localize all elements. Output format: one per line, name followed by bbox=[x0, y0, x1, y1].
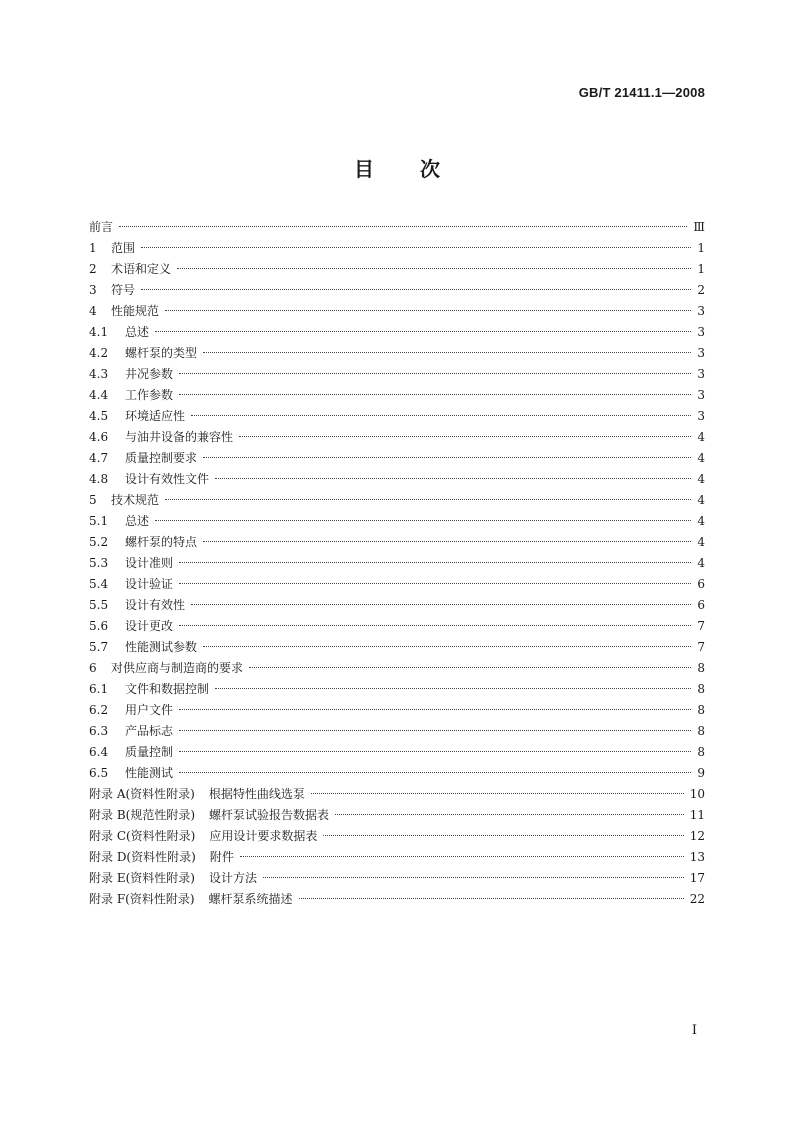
toc-entry-page: 1 bbox=[697, 241, 705, 255]
toc-entry-title: 质量控制 bbox=[125, 745, 174, 759]
toc-entry-title: 设计有效性 bbox=[125, 598, 186, 612]
toc-entry-title: 用户文件 bbox=[125, 703, 174, 717]
toc-entry-label bbox=[89, 700, 173, 721]
toc-entry-label bbox=[89, 385, 173, 406]
toc-entry-label bbox=[89, 868, 257, 889]
toc-dot-leader bbox=[179, 709, 691, 710]
toc-entry-label bbox=[89, 490, 159, 511]
toc-entry-title: 性能测试参数 bbox=[125, 640, 198, 654]
toc-entry[interactable] bbox=[89, 763, 705, 784]
toc-entry-number: 5.7 bbox=[89, 640, 109, 654]
toc-entry-number: 6.2 bbox=[89, 703, 109, 717]
toc-entry-label bbox=[89, 322, 149, 343]
toc-entry-label bbox=[89, 616, 173, 637]
toc-dot-leader bbox=[179, 625, 691, 626]
toc-entry[interactable] bbox=[89, 259, 705, 280]
toc-entry-page: 2 bbox=[697, 283, 705, 297]
toc-dot-leader bbox=[179, 772, 691, 773]
toc-entry-number: 5.3 bbox=[89, 556, 109, 570]
table-of-contents bbox=[89, 217, 705, 910]
toc-entry-label bbox=[89, 889, 293, 910]
toc-entry-label bbox=[89, 280, 135, 301]
toc-dot-leader bbox=[141, 247, 691, 248]
toc-dot-leader bbox=[155, 331, 691, 332]
toc-dot-leader bbox=[179, 751, 691, 752]
toc-entry-number: 附录 F(资料性附录) bbox=[89, 892, 195, 906]
toc-entry[interactable] bbox=[89, 889, 705, 910]
toc-entry[interactable] bbox=[89, 700, 705, 721]
toc-entry-label bbox=[89, 637, 197, 658]
toc-entry-title: 总述 bbox=[125, 514, 150, 528]
toc-entry[interactable] bbox=[89, 448, 705, 469]
toc-dot-leader bbox=[299, 898, 684, 899]
toc-entry-title: 性能测试 bbox=[125, 766, 174, 780]
toc-entry-page: 12 bbox=[689, 829, 705, 843]
toc-dot-leader bbox=[191, 604, 691, 605]
toc-dot-leader bbox=[203, 541, 691, 542]
toc-dot-leader bbox=[311, 793, 684, 794]
toc-entry-title: 前言 bbox=[89, 220, 114, 234]
toc-entry[interactable] bbox=[89, 868, 705, 889]
toc-entry-page: 11 bbox=[689, 808, 705, 822]
toc-entry-label bbox=[89, 469, 209, 490]
toc-entry-page: 22 bbox=[689, 892, 705, 906]
title-char-2: 次 bbox=[420, 157, 440, 181]
toc-dot-leader bbox=[179, 583, 691, 584]
toc-entry-title: 质量控制要求 bbox=[125, 451, 198, 465]
toc-entry-number: 5 bbox=[89, 493, 97, 507]
toc-entry-page: 3 bbox=[697, 304, 705, 318]
toc-entry-page: 13 bbox=[689, 850, 705, 864]
toc-entry[interactable] bbox=[89, 574, 705, 595]
toc-entry-label bbox=[89, 238, 135, 259]
toc-entry-title: 技术规范 bbox=[111, 493, 160, 507]
toc-entry-title: 文件和数据控制 bbox=[125, 682, 210, 696]
toc-entry-number: 4.4 bbox=[89, 388, 109, 402]
toc-entry-title: 螺杆泵系统描述 bbox=[208, 892, 293, 906]
toc-entry-page: 6 bbox=[697, 577, 705, 591]
toc-entry-title: 根据特性曲线选泵 bbox=[208, 787, 305, 801]
toc-entry-page: 3 bbox=[697, 409, 705, 423]
toc-entry-page: 4 bbox=[697, 514, 705, 528]
toc-dot-leader bbox=[191, 415, 691, 416]
toc-entry[interactable] bbox=[89, 322, 705, 343]
toc-dot-leader bbox=[119, 226, 687, 227]
toc-entry-label bbox=[89, 721, 173, 742]
toc-entry[interactable] bbox=[89, 553, 705, 574]
toc-entry[interactable] bbox=[89, 721, 705, 742]
toc-entry-title: 范围 bbox=[111, 241, 136, 255]
toc-entry-page: 4 bbox=[697, 472, 705, 486]
toc-entry-label bbox=[89, 511, 149, 532]
toc-entry[interactable] bbox=[89, 742, 705, 763]
toc-entry-label bbox=[89, 595, 185, 616]
toc-entry-page: 8 bbox=[697, 682, 705, 696]
toc-entry-number: 6.4 bbox=[89, 745, 109, 759]
toc-dot-leader bbox=[141, 289, 691, 290]
toc-dot-leader bbox=[335, 814, 684, 815]
toc-dot-leader bbox=[263, 877, 684, 878]
toc-entry-title: 设计更改 bbox=[125, 619, 174, 633]
toc-entry-number: 5.5 bbox=[89, 598, 109, 612]
toc-entry-number: 附录 B(规范性附录) bbox=[89, 808, 195, 822]
toc-dot-leader bbox=[215, 688, 691, 689]
toc-entry-number: 5.2 bbox=[89, 535, 109, 549]
toc-entry[interactable] bbox=[89, 238, 705, 259]
toc-entry-page: 4 bbox=[697, 493, 705, 507]
toc-entry[interactable] bbox=[89, 637, 705, 658]
toc-entry[interactable] bbox=[89, 385, 705, 406]
toc-dot-leader bbox=[240, 856, 684, 857]
toc-dot-leader bbox=[203, 352, 691, 353]
toc-entry-number: 附录 A(资料性附录) bbox=[89, 787, 195, 801]
toc-entry-title: 性能规范 bbox=[111, 304, 160, 318]
toc-entry-page: 7 bbox=[697, 640, 705, 654]
toc-entry-number: 4.3 bbox=[89, 367, 109, 381]
title-char-1: 目 bbox=[354, 157, 374, 181]
toc-dot-leader bbox=[179, 373, 691, 374]
toc-entry-number: 5.4 bbox=[89, 577, 109, 591]
toc-entry-title: 与油井设备的兼容性 bbox=[125, 430, 234, 444]
toc-entry-number: 4.8 bbox=[89, 472, 109, 486]
toc-entry[interactable] bbox=[89, 805, 705, 826]
toc-entry[interactable] bbox=[89, 406, 705, 427]
toc-entry[interactable] bbox=[89, 301, 705, 322]
toc-entry-title: 应用设计要求数据表 bbox=[209, 829, 318, 843]
toc-entry-label bbox=[89, 406, 185, 427]
toc-entry-title: 螺杆泵的类型 bbox=[125, 346, 198, 360]
toc-entry-title: 井况参数 bbox=[125, 367, 174, 381]
toc-entry[interactable] bbox=[89, 595, 705, 616]
toc-entry-title: 术语和定义 bbox=[111, 262, 172, 276]
toc-entry-number: 1 bbox=[89, 241, 97, 255]
toc-entry-page: 8 bbox=[697, 703, 705, 717]
toc-entry[interactable] bbox=[89, 364, 705, 385]
toc-entry-title: 附件 bbox=[209, 850, 234, 864]
toc-entry-title: 符号 bbox=[111, 283, 136, 297]
toc-entry-page: 3 bbox=[697, 346, 705, 360]
page-title bbox=[0, 153, 794, 182]
toc-entry-number: 6.3 bbox=[89, 724, 109, 738]
toc-dot-leader bbox=[203, 457, 691, 458]
toc-entry-label bbox=[89, 259, 171, 280]
toc-entry-page: 17 bbox=[689, 871, 705, 885]
toc-entry-page: 8 bbox=[697, 661, 705, 675]
toc-entry-label bbox=[89, 364, 173, 385]
toc-entry-label bbox=[89, 805, 329, 826]
toc-entry-number: 附录 E(资料性附录) bbox=[89, 871, 195, 885]
toc-entry-page: 7 bbox=[697, 619, 705, 633]
toc-entry-page: 4 bbox=[697, 430, 705, 444]
toc-entry-page: Ⅲ bbox=[693, 220, 705, 234]
toc-entry-page: 3 bbox=[697, 325, 705, 339]
toc-entry-number: 6.1 bbox=[89, 682, 109, 696]
toc-entry[interactable] bbox=[89, 532, 705, 553]
toc-entry-number: 4.1 bbox=[89, 325, 109, 339]
toc-entry-number: 附录 D(资料性附录) bbox=[89, 850, 196, 864]
toc-entry-title: 设计方法 bbox=[208, 871, 257, 885]
toc-entry-title: 设计验证 bbox=[125, 577, 174, 591]
toc-entry[interactable] bbox=[89, 616, 705, 637]
toc-entry-number: 4 bbox=[89, 304, 97, 318]
toc-entry-page: 9 bbox=[697, 766, 705, 780]
toc-dot-leader bbox=[323, 835, 683, 836]
toc-entry-number: 4.5 bbox=[89, 409, 109, 423]
toc-entry-title: 设计有效性文件 bbox=[125, 472, 210, 486]
toc-entry[interactable] bbox=[89, 511, 705, 532]
toc-entry-number: 2 bbox=[89, 262, 97, 276]
toc-entry-number: 5.6 bbox=[89, 619, 109, 633]
toc-dot-leader bbox=[177, 268, 691, 269]
toc-entry-title: 产品标志 bbox=[125, 724, 174, 738]
toc-entry-page: 4 bbox=[697, 535, 705, 549]
toc-dot-leader bbox=[239, 436, 691, 437]
toc-entry[interactable] bbox=[89, 343, 705, 364]
toc-dot-leader bbox=[215, 478, 691, 479]
toc-entry-page: 6 bbox=[697, 598, 705, 612]
page-number: I bbox=[691, 1023, 697, 1038]
toc-entry-title: 设计准则 bbox=[125, 556, 174, 570]
toc-entry-page: 8 bbox=[697, 724, 705, 738]
toc-entry[interactable] bbox=[89, 784, 705, 805]
toc-dot-leader bbox=[179, 562, 691, 563]
toc-entry-page: 1 bbox=[697, 262, 705, 276]
toc-entry-label bbox=[89, 217, 113, 238]
toc-entry[interactable] bbox=[89, 427, 705, 448]
toc-entry-title: 对供应商与制造商的要求 bbox=[111, 661, 244, 675]
toc-entry-number: 3 bbox=[89, 283, 97, 297]
toc-entry-label bbox=[89, 742, 173, 763]
toc-entry-number: 5.1 bbox=[89, 514, 109, 528]
toc-entry-number: 6 bbox=[89, 661, 97, 675]
toc-entry-label bbox=[89, 553, 173, 574]
toc-entry[interactable] bbox=[89, 847, 705, 868]
toc-entry-title: 螺杆泵的特点 bbox=[125, 535, 198, 549]
toc-entry-page: 4 bbox=[697, 556, 705, 570]
toc-entry-label bbox=[89, 574, 173, 595]
toc-entry-number: 4.7 bbox=[89, 451, 109, 465]
toc-dot-leader bbox=[165, 310, 691, 311]
toc-entry-page: 3 bbox=[697, 367, 705, 381]
toc-entry-label bbox=[89, 427, 233, 448]
toc-dot-leader bbox=[203, 646, 691, 647]
toc-dot-leader bbox=[179, 394, 691, 395]
toc-entry[interactable] bbox=[89, 217, 705, 238]
toc-entry-page: 3 bbox=[697, 388, 705, 402]
toc-entry-title: 环境适应性 bbox=[125, 409, 186, 423]
toc-entry-page: 10 bbox=[689, 787, 705, 801]
toc-entry-label bbox=[89, 784, 305, 805]
toc-entry-number: 附录 C(资料性附录) bbox=[89, 829, 196, 843]
toc-entry-label bbox=[89, 448, 197, 469]
toc-entry[interactable] bbox=[89, 469, 705, 490]
toc-entry-label bbox=[89, 301, 159, 322]
toc-dot-leader bbox=[249, 667, 691, 668]
toc-entry-page: 4 bbox=[697, 451, 705, 465]
toc-entry-label bbox=[89, 847, 234, 868]
toc-dot-leader bbox=[165, 499, 691, 500]
toc-entry-label bbox=[89, 343, 197, 364]
toc-entry-title: 工作参数 bbox=[125, 388, 174, 402]
toc-entry-page: 8 bbox=[697, 745, 705, 759]
toc-entry-number: 4.2 bbox=[89, 346, 109, 360]
toc-entry-label bbox=[89, 826, 317, 847]
toc-entry-label bbox=[89, 532, 197, 553]
toc-entry-title: 螺杆泵试验报告数据表 bbox=[209, 808, 330, 822]
toc-entry-label bbox=[89, 679, 209, 700]
toc-entry-label bbox=[89, 763, 173, 784]
toc-entry[interactable] bbox=[89, 280, 705, 301]
toc-entry-title: 总述 bbox=[125, 325, 150, 339]
toc-entry[interactable] bbox=[89, 679, 705, 700]
toc-entry[interactable] bbox=[89, 658, 705, 679]
toc-entry-number: 4.6 bbox=[89, 430, 109, 444]
toc-dot-leader bbox=[155, 520, 691, 521]
toc-entry[interactable] bbox=[89, 826, 705, 847]
toc-dot-leader bbox=[179, 730, 691, 731]
toc-entry[interactable] bbox=[89, 490, 705, 511]
standard-code: GB/T 21411.1—2008 bbox=[578, 85, 705, 100]
toc-entry-number: 6.5 bbox=[89, 766, 109, 780]
toc-entry-label bbox=[89, 658, 243, 679]
